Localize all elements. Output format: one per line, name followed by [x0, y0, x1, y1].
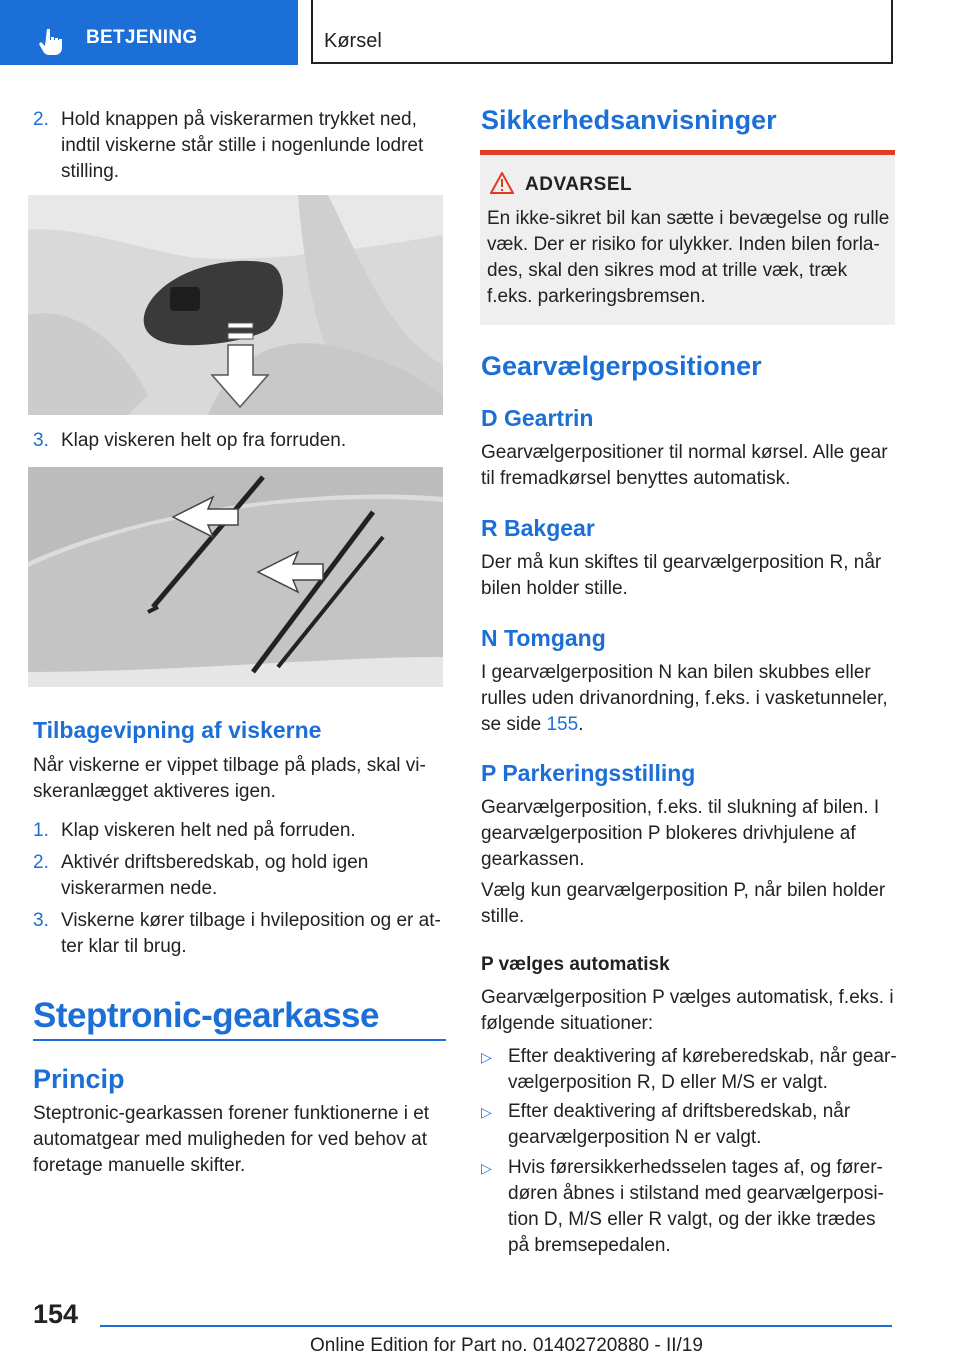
fold-back-heading: Tilbagevipning af viskerne — [33, 717, 322, 743]
list-item: Efter deaktivering af driftsberedskab, når gearvælgerposition N er valgt. — [508, 1101, 851, 1148]
step-number: 1. — [33, 820, 49, 841]
page-number: 154 — [33, 1299, 79, 1329]
step-text: Klap viskeren helt ned på forruden. — [61, 820, 356, 841]
section-rule — [33, 1039, 446, 1041]
bullet-triangle-icon: ▷ — [481, 1049, 492, 1065]
step-number: 2. — [33, 109, 49, 130]
principle-text: Steptronic-gearkassen forener funktionerne i et automatgear med muligheden for ved behov at foretage manuelle skifter. — [33, 1103, 430, 1176]
n-text-body: I gearvælgerposition N kan bilen skubbes eller rulles uden drivanordning, f.eks. i vasketunneler, se side — [481, 662, 888, 735]
step-number: 2. — [33, 852, 49, 873]
warning-text: En ikke-sikret bil kan sætte i bevægelse og rulle væk. Der er risiko for ulykker. Inden bilen forlades, skal den sikres mod at trille væk, træk f.eks. parkeringsbremsen. — [487, 208, 890, 307]
fold-back-intro: Når viskerne er vippet tilbage på plads, skal viskeranlægget aktiveres igen. — [33, 755, 426, 802]
list-item: Efter deaktivering af køreberedskab, når gearvælgerposition R, D eller M/S er valgt. — [508, 1046, 897, 1093]
warning-triangle-icon — [490, 172, 514, 194]
p-text: Gearvælgerposition, f.eks. til slukning af bilen. I gearvælgerposition P blokeres drivhjulene af gearkassen. — [481, 797, 880, 870]
p-auto-text: Gearvælgerposition P vælges automatisk, f.eks. i følgende situationer: — [481, 987, 894, 1034]
n-heading: N Tomgang — [481, 625, 606, 651]
wiper-button-illustration — [28, 195, 443, 415]
principle-heading: Princip — [33, 1064, 125, 1094]
list-item: Hvis førersikkerhedsselen tages af, og førerdøren åbnes i stilstand med gearvælgerposition D, M/S eller R valgt, og der ikke trædes på bremsepedalen. — [508, 1157, 884, 1256]
section-title: Kørsel — [324, 30, 382, 52]
safety-heading: Sikkerhedsanvisninger — [481, 105, 777, 135]
r-heading: R Bakgear — [481, 515, 595, 541]
p-heading: P Parkeringsstilling — [481, 760, 696, 786]
bullet-triangle-icon: ▷ — [481, 1160, 492, 1176]
footer-rule — [100, 1325, 892, 1327]
warning-title: ADVARSEL — [525, 174, 633, 195]
bullet-triangle-icon: ▷ — [481, 1104, 492, 1120]
step-number: 3. — [33, 910, 49, 931]
p-text-2: Vælg kun gearvælgerposition P, når bilen holder stille. — [481, 880, 886, 927]
edition-text: Online Edition for Part no. 01402720880 - II/19 — [310, 1335, 703, 1356]
n-text-end: . — [578, 714, 584, 735]
d-heading: D Geartrin — [481, 405, 594, 431]
page-link[interactable]: 155 — [546, 714, 579, 735]
hand-pointer-icon — [38, 27, 66, 55]
n-text — [481, 660, 896, 738]
d-text: Gearvælgerpositioner til normal kørsel. Alle gear til fremadkørsel benyttes automatisk. — [481, 442, 888, 489]
steptronic-title: Steptronic-gearkasse — [33, 996, 379, 1035]
r-text: Der må kun skiftes til gearvælgerposition R, når bilen holder stille. — [481, 552, 882, 599]
step-text: Klap viskeren helt op fra forruden. — [61, 430, 347, 451]
chapter-tab[interactable] — [0, 0, 298, 65]
step-text: Viskerne kører tilbage i hvileposition og er atter klar til brug. — [61, 910, 441, 957]
wiper-fold-up-illustration — [28, 467, 443, 687]
step-number: 3. — [33, 430, 49, 451]
step-text: Hold knappen på viskerarmen trykket ned, indtil viskerne står stille i nogenlunde lodret stilling. — [61, 109, 424, 182]
positions-heading: Gearvælgerpositioner — [481, 351, 762, 381]
step-text: Aktivér driftsberedskab, og hold igen viskerarmen nede. — [61, 852, 369, 899]
chapter-label: BETJENING — [86, 27, 198, 48]
p-auto-heading: P vælges automatisk — [481, 954, 670, 975]
section-header-box — [311, 0, 893, 64]
